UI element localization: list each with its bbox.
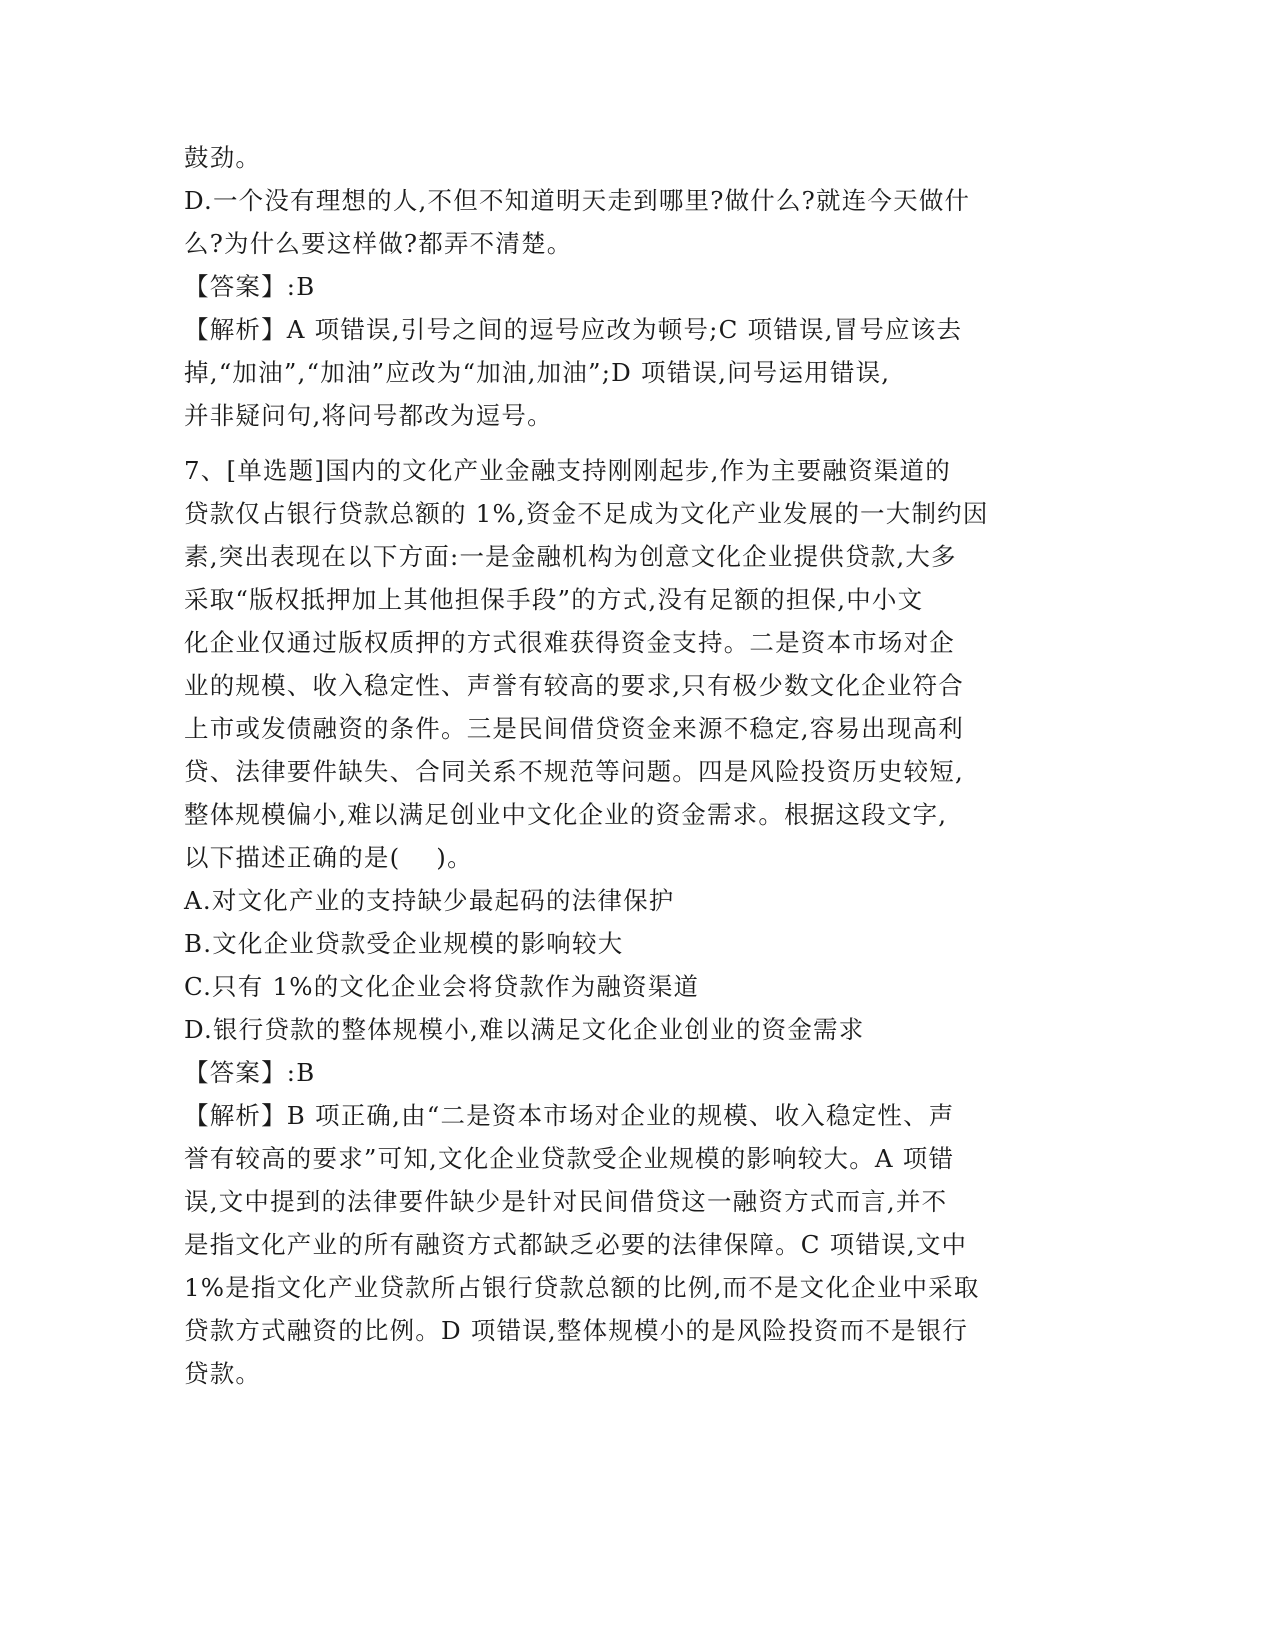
- analysis-line: 误,文中提到的法律要件缺少是针对民间借贷这一融资方式而言,并不: [184, 1187, 948, 1216]
- option-d-line: D.一个没有理想的人,不但不知道明天走到哪里?做什么?就连今天做什: [184, 186, 971, 215]
- question-stem-line: 贷款仅占银行贷款总额的 1%,资金不足成为文化产业发展的一大制约因: [184, 499, 989, 528]
- analysis-line: 【解析】A 项错误,引号之间的逗号应改为顿号;C 项错误,冒号应该去: [184, 315, 963, 344]
- text-line: 鼓劲。: [184, 143, 262, 172]
- document-body: [184, 136, 1064, 1395]
- question-stem-line: 化企业仅通过版权质押的方式很难获得资金支持。二是资本市场对企: [184, 628, 955, 657]
- option-d-line: 么?为什么要这样做?都弄不清楚。: [184, 229, 573, 258]
- analysis-line: 并非疑问句,将问号都改为逗号。: [184, 401, 553, 430]
- question-stem-line: 7、[单选题]国内的文化产业金融支持刚刚起步,作为主要融资渠道的: [184, 456, 951, 485]
- question-7: [184, 449, 1064, 1395]
- question-stem-line: 贷、法律要件缺失、合同关系不规范等问题。四是风险投资历史较短,: [184, 757, 964, 786]
- question-stem-line: 业的规模、收入稳定性、声誉有较高的要求,只有极少数文化企业符合: [184, 671, 964, 700]
- analysis-line: 掉,“加油”,“加油”应改为“加油,加油”;D 项错误,问号运用错误,: [184, 358, 891, 387]
- option-b: B.文化企业贷款受企业规模的影响较大: [184, 929, 624, 958]
- question-stem-line: 上市或发债融资的条件。三是民间借贷资金来源不稳定,容易出现高利: [184, 714, 964, 743]
- analysis-line: 1%是指文化产业贷款所占银行贷款总额的比例,而不是文化企业中采取: [184, 1273, 980, 1302]
- analysis-line: 贷款方式融资的比例。D 项错误,整体规模小的是风险投资而不是银行: [184, 1316, 969, 1345]
- paragraph-gap: [184, 437, 1064, 449]
- answer-line: 【答案】:B: [184, 1058, 316, 1087]
- option-d: D.银行贷款的整体规模小,难以满足文化企业创业的资金需求: [184, 1015, 865, 1044]
- question-stem-line: 以下描述正确的是( )。: [184, 843, 473, 872]
- option-a: A.对文化产业的支持缺少最起码的法律保护: [184, 886, 675, 915]
- answer-line: 【答案】:B: [184, 272, 316, 301]
- analysis-line: 是指文化产业的所有融资方式都缺乏必要的法律保障。C 项错误,文中: [184, 1230, 968, 1259]
- analysis-line: 贷款。: [184, 1359, 262, 1388]
- question-stem-line: 采取“版权抵押加上其他担保手段”的方式,没有足额的担保,中小文: [184, 585, 924, 614]
- analysis-line: 【解析】B 项正确,由“二是资本市场对企业的规模、收入稳定性、声: [184, 1101, 955, 1130]
- option-c: C.只有 1%的文化企业会将贷款作为融资渠道: [184, 972, 700, 1001]
- analysis-line: 誉有较高的要求”可知,文化企业贷款受企业规模的影响较大。A 项错: [184, 1144, 955, 1173]
- question-6-tail: [184, 136, 1064, 437]
- question-stem-line: 整体规模偏小,难以满足创业中文化企业的资金需求。根据这段文字,: [184, 800, 948, 829]
- question-stem-line: 素,突出表现在以下方面:一是金融机构为创意文化企业提供贷款,大多: [184, 542, 957, 571]
